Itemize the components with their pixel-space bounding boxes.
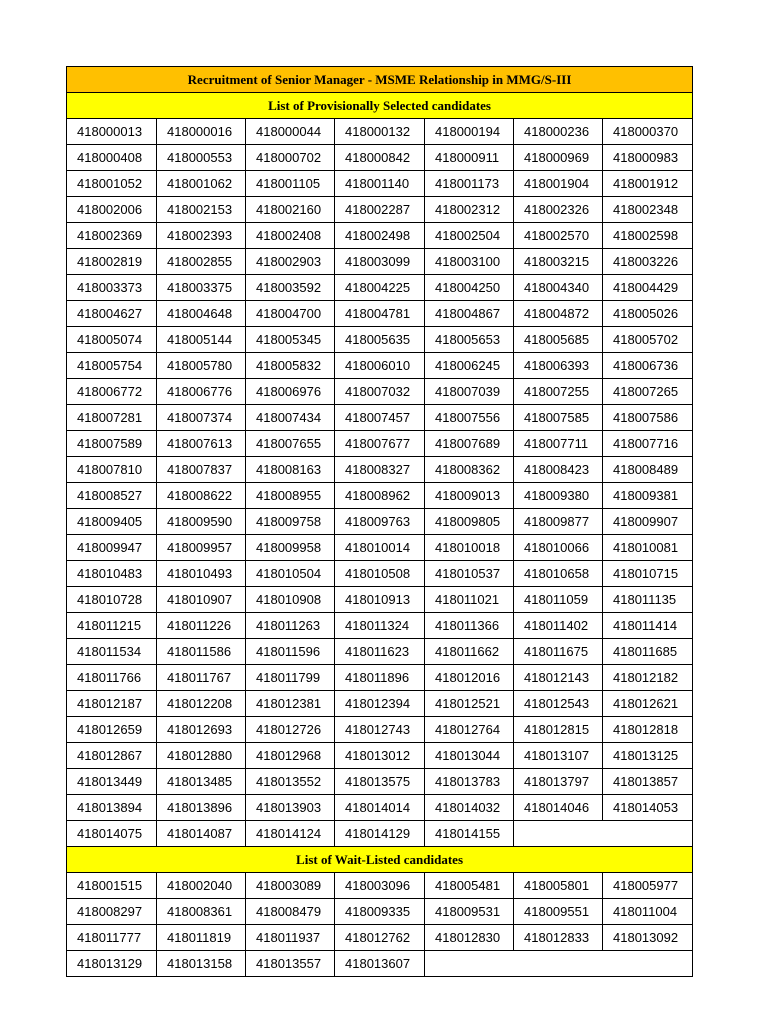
roll-number-cell: 418005801 (514, 873, 603, 899)
table-row (67, 483, 693, 509)
table-row (67, 197, 693, 223)
roll-number-cell: 418008622 (157, 483, 246, 509)
roll-number-cell: 418005832 (246, 353, 335, 379)
roll-number-cell: 418002903 (246, 249, 335, 275)
roll-number-cell: 418013903 (246, 795, 335, 821)
table-row (67, 873, 693, 899)
title-row (67, 67, 693, 93)
roll-number-cell: 418008527 (67, 483, 157, 509)
table-row (67, 951, 693, 977)
roll-number-cell: 418014075 (67, 821, 157, 847)
roll-number-cell: 418013894 (67, 795, 157, 821)
roll-number-cell: 418007039 (425, 379, 514, 405)
table-row (67, 327, 693, 353)
roll-number-cell: 418013607 (335, 951, 425, 977)
roll-number-cell: 418014053 (603, 795, 693, 821)
table-row (67, 145, 693, 171)
roll-number-cell: 418013092 (603, 925, 693, 951)
roll-number-cell: 418009763 (335, 509, 425, 535)
roll-number-cell: 418011534 (67, 639, 157, 665)
roll-number-cell: 418013449 (67, 769, 157, 795)
roll-number-cell: 418012143 (514, 665, 603, 691)
roll-number-cell: 418011766 (67, 665, 157, 691)
roll-number-cell: 418010537 (425, 561, 514, 587)
roll-number-cell: 418004867 (425, 301, 514, 327)
roll-number-cell: 418000702 (246, 145, 335, 171)
roll-number-cell: 418007032 (335, 379, 425, 405)
roll-number-cell: 418009947 (67, 535, 157, 561)
roll-number-cell: 418013557 (246, 951, 335, 977)
table-row (67, 743, 693, 769)
roll-number-cell: 418009758 (246, 509, 335, 535)
roll-number-cell: 418003592 (246, 275, 335, 301)
roll-number-cell: 418007613 (157, 431, 246, 457)
roll-number-cell: 418011021 (425, 587, 514, 613)
roll-number-cell: 418008361 (157, 899, 246, 925)
roll-number-cell: 418010508 (335, 561, 425, 587)
roll-number-cell: 418005977 (603, 873, 693, 899)
roll-number-cell: 418002408 (246, 223, 335, 249)
roll-number-cell: 418014124 (246, 821, 335, 847)
roll-number-cell: 418012621 (603, 691, 693, 717)
roll-number-cell: 418009405 (67, 509, 157, 535)
roll-number-cell: 418010018 (425, 535, 514, 561)
roll-number-cell: 418011799 (246, 665, 335, 691)
roll-number-cell: 418008479 (246, 899, 335, 925)
roll-number-cell: 418004872 (514, 301, 603, 327)
roll-number-cell: 418012867 (67, 743, 157, 769)
roll-number-cell: 418007716 (603, 431, 693, 457)
roll-number-cell: 418012693 (157, 717, 246, 743)
roll-number-cell: 418000370 (603, 119, 693, 145)
roll-number-cell: 418013158 (157, 951, 246, 977)
roll-number-cell: 418006245 (425, 353, 514, 379)
roll-number-cell: 418010715 (603, 561, 693, 587)
roll-number-cell: 418011685 (603, 639, 693, 665)
roll-number-cell: 418010066 (514, 535, 603, 561)
table-row (67, 769, 693, 795)
roll-number-cell: 418008955 (246, 483, 335, 509)
table-row (67, 509, 693, 535)
roll-number-cell: 418008962 (335, 483, 425, 509)
roll-number-cell: 418009907 (603, 509, 693, 535)
roll-number-cell: 418011226 (157, 613, 246, 639)
roll-number-cell: 418003375 (157, 275, 246, 301)
roll-number-cell: 418012208 (157, 691, 246, 717)
roll-number-cell: 418014046 (514, 795, 603, 821)
roll-number-cell: 418014129 (335, 821, 425, 847)
roll-number-cell: 418011324 (335, 613, 425, 639)
roll-number-cell: 418002006 (67, 197, 157, 223)
roll-number-cell: 418008423 (514, 457, 603, 483)
roll-number-cell: 418000553 (157, 145, 246, 171)
roll-number-cell: 418012726 (246, 717, 335, 743)
table-row (67, 613, 693, 639)
roll-number-cell: 418014155 (425, 821, 514, 847)
roll-number-cell: 418013485 (157, 769, 246, 795)
table-row (67, 665, 693, 691)
roll-number-cell: 418008489 (603, 457, 693, 483)
table-row (67, 561, 693, 587)
roll-number-cell: 418014014 (335, 795, 425, 821)
roll-number-cell: 418013783 (425, 769, 514, 795)
roll-number-cell: 418006772 (67, 379, 157, 405)
roll-number-cell: 418000132 (335, 119, 425, 145)
table-row (67, 379, 693, 405)
roll-number-cell: 418011777 (67, 925, 157, 951)
roll-number-cell: 418000969 (514, 145, 603, 171)
table-row (67, 119, 693, 145)
roll-number-cell: 418002287 (335, 197, 425, 223)
roll-number-cell: 418004648 (157, 301, 246, 327)
roll-number-cell: 418005345 (246, 327, 335, 353)
roll-number-cell: 418001140 (335, 171, 425, 197)
candidates-table (66, 66, 693, 977)
roll-number-cell: 418006776 (157, 379, 246, 405)
roll-number-cell: 418010907 (157, 587, 246, 613)
table-row (67, 535, 693, 561)
table-row (67, 275, 693, 301)
roll-number-cell: 418013896 (157, 795, 246, 821)
roll-number-cell: 418011819 (157, 925, 246, 951)
roll-number-cell: 418003100 (425, 249, 514, 275)
roll-number-cell: 418013044 (425, 743, 514, 769)
roll-number-cell: 418002369 (67, 223, 157, 249)
table-row (67, 587, 693, 613)
roll-number-cell: 418002570 (514, 223, 603, 249)
roll-number-cell: 418013125 (603, 743, 693, 769)
roll-number-cell: 418007589 (67, 431, 157, 457)
roll-number-cell: 418012833 (514, 925, 603, 951)
roll-number-cell: 418012764 (425, 717, 514, 743)
roll-number-cell: 418009335 (335, 899, 425, 925)
empty-cell (514, 821, 693, 847)
roll-number-cell: 418013575 (335, 769, 425, 795)
roll-number-cell: 418007457 (335, 405, 425, 431)
roll-number-cell: 418007265 (603, 379, 693, 405)
roll-number-cell: 418013012 (335, 743, 425, 769)
section-header-row (67, 93, 693, 119)
roll-number-cell: 418002504 (425, 223, 514, 249)
roll-number-cell: 418011402 (514, 613, 603, 639)
roll-number-cell: 418000983 (603, 145, 693, 171)
roll-number-cell: 418010493 (157, 561, 246, 587)
roll-number-cell: 418001105 (246, 171, 335, 197)
roll-number-cell: 418012880 (157, 743, 246, 769)
roll-number-cell: 418007711 (514, 431, 603, 457)
roll-number-cell: 418010014 (335, 535, 425, 561)
roll-number-cell: 418001052 (67, 171, 157, 197)
roll-number-cell: 418000016 (157, 119, 246, 145)
roll-number-cell: 418010908 (246, 587, 335, 613)
table-row (67, 249, 693, 275)
roll-number-cell: 418005653 (425, 327, 514, 353)
roll-number-cell: 418007677 (335, 431, 425, 457)
roll-number-cell: 418007281 (67, 405, 157, 431)
roll-number-cell: 418012968 (246, 743, 335, 769)
roll-number-cell: 418001062 (157, 171, 246, 197)
roll-number-cell: 418012016 (425, 665, 514, 691)
selected-list-heading: List of Provisionally Selected candidates (67, 93, 693, 119)
roll-number-cell: 418002598 (603, 223, 693, 249)
roll-number-cell: 418002326 (514, 197, 603, 223)
roll-number-cell: 418000911 (425, 145, 514, 171)
roll-number-cell: 418012818 (603, 717, 693, 743)
roll-number-cell: 418003215 (514, 249, 603, 275)
roll-number-cell: 418011662 (425, 639, 514, 665)
roll-number-cell: 418013107 (514, 743, 603, 769)
roll-number-cell: 418002312 (425, 197, 514, 223)
table-row (67, 171, 693, 197)
roll-number-cell: 418009877 (514, 509, 603, 535)
roll-number-cell: 418001904 (514, 171, 603, 197)
roll-number-cell: 418002498 (335, 223, 425, 249)
candidates-table-body (67, 67, 693, 977)
roll-number-cell: 418010504 (246, 561, 335, 587)
roll-number-cell: 418002160 (246, 197, 335, 223)
roll-number-cell: 418011135 (603, 587, 693, 613)
roll-number-cell: 418013797 (514, 769, 603, 795)
table-row (67, 639, 693, 665)
waitlist-heading: List of Wait-Listed candidates (67, 847, 693, 873)
roll-number-cell: 418010483 (67, 561, 157, 587)
roll-number-cell: 418009380 (514, 483, 603, 509)
roll-number-cell: 418008362 (425, 457, 514, 483)
roll-number-cell: 418011596 (246, 639, 335, 665)
roll-number-cell: 418011767 (157, 665, 246, 691)
table-row (67, 431, 693, 457)
roll-number-cell: 418009551 (514, 899, 603, 925)
roll-number-cell: 418004700 (246, 301, 335, 327)
roll-number-cell: 418012182 (603, 665, 693, 691)
roll-number-cell: 418009531 (425, 899, 514, 925)
roll-number-cell: 418004429 (603, 275, 693, 301)
roll-number-cell: 418011263 (246, 613, 335, 639)
roll-number-cell: 418006736 (603, 353, 693, 379)
roll-number-cell: 418009805 (425, 509, 514, 535)
roll-number-cell: 418011586 (157, 639, 246, 665)
roll-number-cell: 418002855 (157, 249, 246, 275)
roll-number-cell: 418010658 (514, 561, 603, 587)
roll-number-cell: 418011366 (425, 613, 514, 639)
roll-number-cell: 418012187 (67, 691, 157, 717)
roll-number-cell: 418003373 (67, 275, 157, 301)
roll-number-cell: 418000236 (514, 119, 603, 145)
roll-number-cell: 418005144 (157, 327, 246, 353)
roll-number-cell: 418007837 (157, 457, 246, 483)
roll-number-cell: 418002819 (67, 249, 157, 275)
roll-number-cell: 418013857 (603, 769, 693, 795)
roll-number-cell: 418002393 (157, 223, 246, 249)
roll-number-cell: 418005685 (514, 327, 603, 353)
roll-number-cell: 418006010 (335, 353, 425, 379)
roll-number-cell: 418004225 (335, 275, 425, 301)
roll-number-cell: 418000013 (67, 119, 157, 145)
roll-number-cell: 418012830 (425, 925, 514, 951)
roll-number-cell: 418006393 (514, 353, 603, 379)
roll-number-cell: 418010728 (67, 587, 157, 613)
roll-number-cell: 418005074 (67, 327, 157, 353)
roll-number-cell: 418010913 (335, 587, 425, 613)
roll-number-cell: 418002040 (157, 873, 246, 899)
roll-number-cell: 418009590 (157, 509, 246, 535)
roll-number-cell: 418011059 (514, 587, 603, 613)
roll-number-cell: 418009957 (157, 535, 246, 561)
roll-number-cell: 418003099 (335, 249, 425, 275)
roll-number-cell: 418001515 (67, 873, 157, 899)
roll-number-cell: 418007556 (425, 405, 514, 431)
roll-number-cell: 418000044 (246, 119, 335, 145)
roll-number-cell: 418003226 (603, 249, 693, 275)
roll-number-cell: 418005702 (603, 327, 693, 353)
roll-number-cell: 418004627 (67, 301, 157, 327)
roll-number-cell: 418014032 (425, 795, 514, 821)
roll-number-cell: 418001173 (425, 171, 514, 197)
roll-number-cell: 418007586 (603, 405, 693, 431)
roll-number-cell: 418009381 (603, 483, 693, 509)
roll-number-cell: 418012743 (335, 717, 425, 743)
roll-number-cell: 418000408 (67, 145, 157, 171)
roll-number-cell: 418009013 (425, 483, 514, 509)
roll-number-cell: 418007374 (157, 405, 246, 431)
roll-number-cell: 418013129 (67, 951, 157, 977)
roll-number-cell: 418005481 (425, 873, 514, 899)
roll-number-cell: 418007585 (514, 405, 603, 431)
roll-number-cell: 418001912 (603, 171, 693, 197)
roll-number-cell: 418012543 (514, 691, 603, 717)
empty-cell (425, 951, 693, 977)
document-title: Recruitment of Senior Manager - MSME Relationship in MMG/S-III (67, 67, 693, 93)
table-row (67, 691, 693, 717)
roll-number-cell: 418004250 (425, 275, 514, 301)
roll-number-cell: 418010081 (603, 535, 693, 561)
roll-number-cell: 418005026 (603, 301, 693, 327)
roll-number-cell: 418013552 (246, 769, 335, 795)
roll-number-cell: 418000194 (425, 119, 514, 145)
roll-number-cell: 418014087 (157, 821, 246, 847)
roll-number-cell: 418002153 (157, 197, 246, 223)
roll-number-cell: 418005635 (335, 327, 425, 353)
roll-number-cell: 418012521 (425, 691, 514, 717)
table-row (67, 717, 693, 743)
table-row (67, 899, 693, 925)
table-row (67, 353, 693, 379)
roll-number-cell: 418012381 (246, 691, 335, 717)
roll-number-cell: 418005754 (67, 353, 157, 379)
roll-number-cell: 418000842 (335, 145, 425, 171)
section-header-row (67, 847, 693, 873)
roll-number-cell: 418012815 (514, 717, 603, 743)
roll-number-cell: 418005780 (157, 353, 246, 379)
roll-number-cell: 418007689 (425, 431, 514, 457)
roll-number-cell: 418007434 (246, 405, 335, 431)
table-row (67, 821, 693, 847)
roll-number-cell: 418002348 (603, 197, 693, 223)
roll-number-cell: 418012394 (335, 691, 425, 717)
roll-number-cell: 418011623 (335, 639, 425, 665)
roll-number-cell: 418006976 (246, 379, 335, 405)
roll-number-cell: 418012762 (335, 925, 425, 951)
roll-number-cell: 418011414 (603, 613, 693, 639)
roll-number-cell: 418004340 (514, 275, 603, 301)
roll-number-cell: 418008327 (335, 457, 425, 483)
roll-number-cell: 418012659 (67, 717, 157, 743)
roll-number-cell: 418003096 (335, 873, 425, 899)
roll-number-cell: 418008163 (246, 457, 335, 483)
roll-number-cell: 418003089 (246, 873, 335, 899)
roll-number-cell: 418011937 (246, 925, 335, 951)
roll-number-cell: 418011215 (67, 613, 157, 639)
roll-number-cell: 418011004 (603, 899, 693, 925)
table-row (67, 795, 693, 821)
roll-number-cell: 418011675 (514, 639, 603, 665)
table-row (67, 457, 693, 483)
table-row (67, 301, 693, 327)
roll-number-cell: 418011896 (335, 665, 425, 691)
roll-number-cell: 418004781 (335, 301, 425, 327)
table-row (67, 223, 693, 249)
roll-number-cell: 418009958 (246, 535, 335, 561)
table-row (67, 405, 693, 431)
roll-number-cell: 418008297 (67, 899, 157, 925)
table-row (67, 925, 693, 951)
roll-number-cell: 418007810 (67, 457, 157, 483)
roll-number-cell: 418007655 (246, 431, 335, 457)
roll-number-cell: 418007255 (514, 379, 603, 405)
